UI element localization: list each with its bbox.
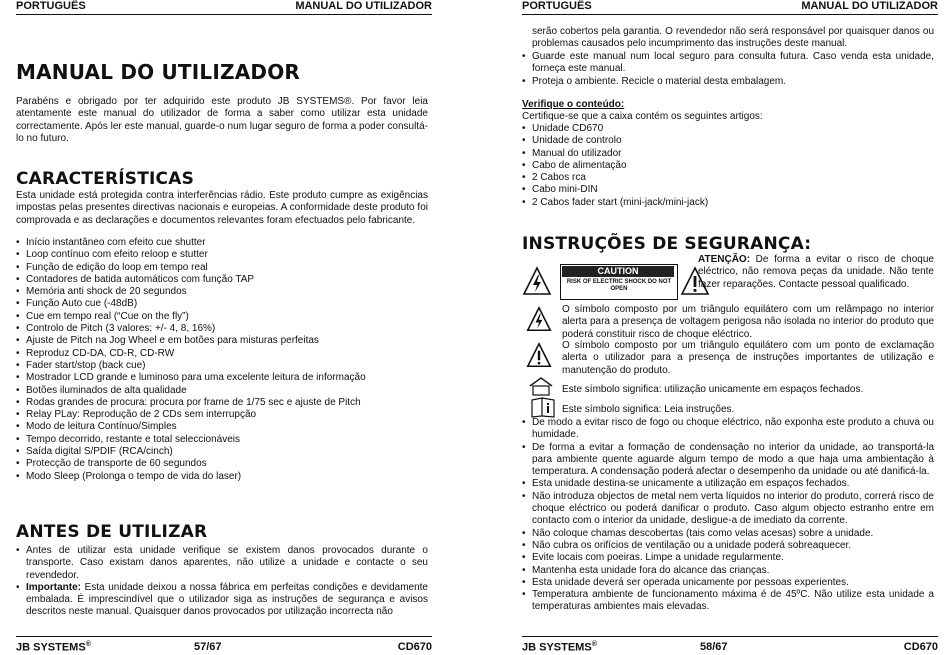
exclamation-symbol-text: O símbolo composto por um triângulo equilátero com um ponto de exclamação alerta o utilizador para a presença de instruções importantes de utilização e manutenção do produto.: [562, 340, 934, 376]
feature-item: • Modo de leitura Contínuo/Simples: [16, 421, 428, 433]
contents-item: • Cabo mini-DIN: [522, 184, 934, 196]
exclamation-symbol-icon: [526, 342, 552, 368]
safety-item: • Não coloque chamas descobertas (tais como velas acesas) sobre a unidade.: [522, 528, 934, 540]
contents-item: • Unidade CD670: [522, 123, 934, 135]
contents-intro: Certifique-se que a caixa contém os seguintes artigos:: [522, 111, 763, 122]
feature-item: • Controlo de Pitch (3 valores: +/- 4, 8, 16%): [16, 323, 428, 335]
before-use-item: • Importante: Esta unidade deixou a nossa fábrica em perfeitas condições e devidamente embalada. É imprescindível que o utilizador siga as instruções de segurança e avisos descritos neste manual. Quaisquer danos provocados por utilização incorrecta não: [16, 582, 428, 619]
features-heading: CARACTERÍSTICAS: [16, 169, 195, 189]
top-notes-list: [522, 51, 934, 88]
footer-page-number: 57/67: [194, 641, 222, 653]
features-list: [16, 237, 428, 483]
manual-title: MANUAL DO UTILIZADOR: [16, 60, 300, 84]
safety-item: • Mantenha esta unidade fora do alcance das crianças.: [522, 565, 934, 577]
contents-heading: Verifique o conteúdo:: [522, 99, 625, 110]
caution-label: [560, 264, 678, 300]
list-item: • Guarde este manual num local seguro para consulta futura. Caso venda esta unidade, forneça este manual.: [522, 51, 934, 76]
lightning-symbol-text: O símbolo composto por um triângulo equilátero com um relâmpago no interior alerta para a presença de voltagem perigosa não isolada no interior do produto que poderá constituir risco de choque eléctrico.: [562, 304, 934, 340]
footer-model: CD670: [903, 641, 938, 653]
safety-item: • Não cubra os orifícios de ventilação ou a unidade poderá sobreaquecer.: [522, 540, 934, 552]
page-header: [16, 0, 432, 15]
footer-model: CD670: [397, 641, 432, 653]
feature-item: • Modo Sleep (Prolonga o tempo de vida do laser): [16, 471, 428, 483]
page-footer: [522, 636, 938, 655]
caution-title: CAUTION: [562, 266, 674, 277]
right-page: [522, 0, 938, 654]
contents-item: • Unidade de controlo: [522, 135, 934, 147]
contents-item: • 2 Cabos rca: [522, 172, 934, 184]
header-language: PORTUGUÊS: [16, 0, 86, 12]
feature-item: • Memória anti shock de 20 segundos: [16, 286, 428, 298]
feature-item: • Relay PLay: Reprodução de 2 CDs sem interrupção: [16, 409, 428, 421]
continuation-paragraph: serão cobertos pela garantia. O revendedor não será responsável por quaisquer danos ou problemas causados pelo incumprimento das instruções deste manual.: [532, 26, 934, 50]
feature-item: • Rodas grandes de procura: procura por frame de 1/75 sec e ajuste de Pitch: [16, 397, 428, 409]
safety-item: • Evite locais com poeiras. Limpe a unidade regularmente.: [522, 552, 934, 564]
feature-item: • Fader start/stop (back cue): [16, 360, 428, 372]
page-footer: [16, 636, 432, 655]
safety-item: • De forma a evitar a formação de condensação no interior da unidade, ao transportá-la para ambiente quente aguarde algum tempo de modo a que haja uma ambientação à temperatura. A condensação poderá afectar o desempenho da unidade ou até danificá-la.: [522, 442, 934, 479]
contents-item: • 2 Cabos fader start (mini-jack/mini-jack): [522, 197, 934, 209]
before-use-list: [16, 545, 428, 619]
before-use-item: • Antes de utilizar esta unidade verifique se existem danos provocados durante o transporte. Caso existam danos aparentes, não utilize a unidade e contacte o seu revendedor.: [16, 545, 428, 582]
footer-page-number: 58/67: [700, 641, 728, 653]
feature-item: • Tempo decorrido, restante e total seleccionáveis: [16, 434, 428, 446]
features-intro: Esta unidade está protegida contra interferências rádio. Este produto cumpre as exigências impostas pelas presentes directivas nacionais e europeias. A conformidade deste produto foi comprovada e as declarações e documentos relevantes foram efectuados pelo fabricante.: [16, 190, 428, 226]
footer-brand: JB SYSTEMS®: [522, 641, 597, 654]
safety-item: • Não introduza objectos de metal nem verta líquidos no interior do produto, correrá risco de choque eléctrico ou poderá danificar o produto. Caso algum objecto estranho entre em contacto com o interior da unidade, desligue-a de imediato da corrente.: [522, 491, 934, 528]
footer-brand: JB SYSTEMS®: [16, 641, 91, 654]
read-instructions-text: Este símbolo significa: Leia instruções.: [562, 404, 735, 415]
caution-text: RISK OF ELECTRIC SHOCK DO NOT OPEN: [566, 279, 672, 292]
indoor-use-icon: [528, 376, 554, 396]
feature-item: • Ajuste de Pitch na Jog Wheel e em botões para misturas perfeitas: [16, 335, 428, 347]
safety-item: • Esta unidade deverá ser operada unicamente por pessoas experientes.: [522, 577, 934, 589]
contents-item: • Cabo de alimentação: [522, 160, 934, 172]
safety-item: • Temperatura ambiente de funcionamento máxima é de 45ºC. Não utilize esta unidade a temperaturas ambientes mais elevadas.: [522, 589, 934, 614]
feature-item: • Loop contínuo com efeito reloop e stutter: [16, 249, 428, 261]
feature-item: • Função Auto cue (-48dB): [16, 298, 428, 310]
contents-list: [522, 123, 934, 209]
indoor-use-text: Este símbolo significa: utilização unicamente em espaços fechados.: [562, 384, 864, 395]
feature-item: • Início instantâneo com efeito cue shutter: [16, 237, 428, 249]
header-title: MANUAL DO UTILIZADOR: [801, 0, 938, 12]
feature-item: • Função de edição do loop em tempo real: [16, 262, 428, 274]
feature-item: • Protecção de transporte de 60 segundos: [16, 458, 428, 470]
list-item: • Proteja o ambiente. Recicle o material desta embalagem.: [522, 76, 934, 88]
page-header: [522, 0, 938, 15]
before-use-heading: ANTES DE UTILIZAR: [16, 522, 208, 542]
lightning-triangle-icon: [522, 266, 552, 296]
attention-paragraph: ATENÇÃO: De forma a evitar o risco de choque eléctrico, não remova peças da unidade. Não tente fazer reparações. Contacte pessoal qualificado.: [698, 254, 934, 290]
safety-item: • De modo a evitar risco de fogo ou choque eléctrico, não exponha este produto a chuva ou humidade.: [522, 417, 934, 442]
header-title: MANUAL DO UTILIZADOR: [295, 0, 432, 12]
feature-item: • Reproduz CD-DA, CD-R, CD-RW: [16, 348, 428, 360]
feature-item: • Mostrador LCD grande e luminoso para uma excelente leitura de informação: [16, 372, 428, 384]
header-language: PORTUGUÊS: [522, 0, 592, 12]
lightning-symbol-icon: [526, 306, 552, 332]
feature-item: • Cue em tempo real (“Cue on the fly”): [16, 311, 428, 323]
safety-list: [522, 417, 934, 614]
left-page: [16, 0, 432, 654]
feature-item: • Contadores de batida automáticos com função TAP: [16, 274, 428, 286]
read-instructions-icon: [530, 396, 556, 418]
safety-item: • Esta unidade destina-se unicamente a utilização em espaços fechados.: [522, 478, 934, 490]
feature-item: • Saída digital S/PDIF (RCA/cinch): [16, 446, 428, 458]
feature-item: • Botões iluminados de alta qualidade: [16, 385, 428, 397]
contents-item: • Manual do utilizador: [522, 148, 934, 160]
safety-heading: INSTRUÇÕES DE SEGURANÇA:: [522, 234, 812, 254]
intro-paragraph: Parabéns e obrigado por ter adquirido este produto JB SYSTEMS®. Por favor leia atentamente este manual do utilizador de forma a saber como utilizar esta unidade correctamente. Após ler este manual, guarde-o num lugar seguro de forma a poder consultá-lo no futuro.: [16, 96, 428, 144]
